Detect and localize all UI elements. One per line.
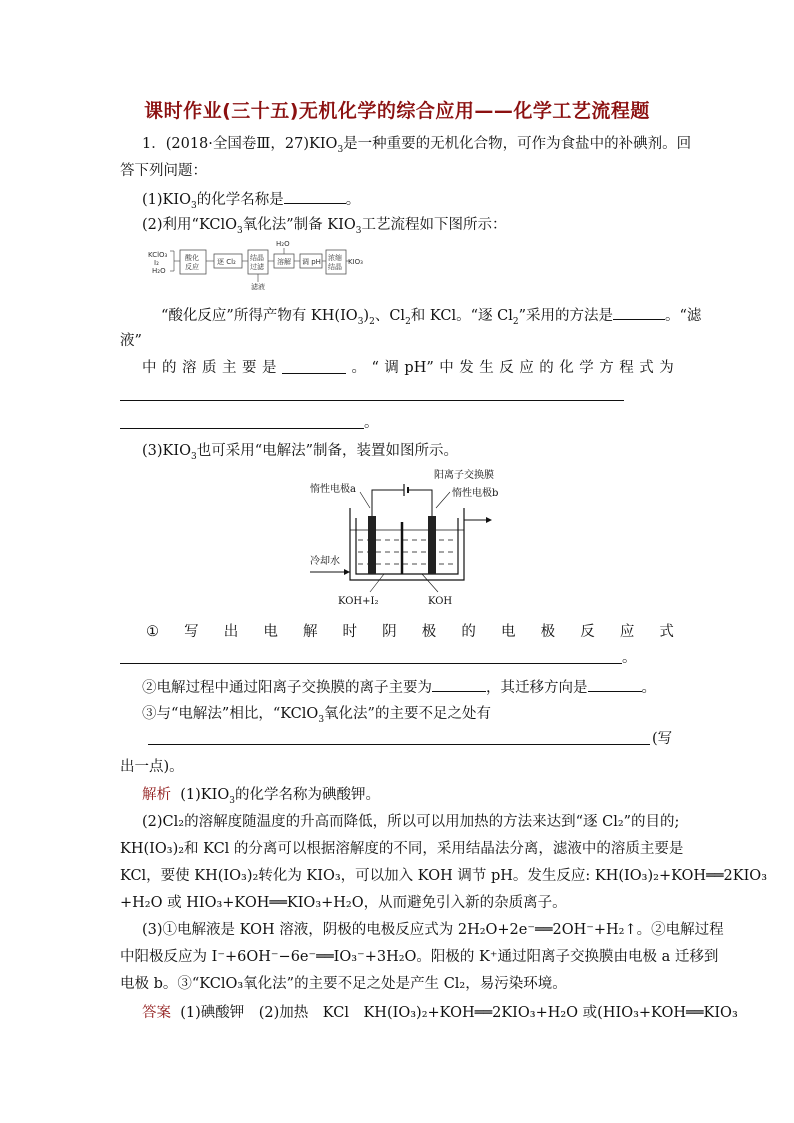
part3-i-line [146,622,674,642]
answer-line-6[interactable] [120,663,622,664]
p3i-char: 阴 [382,624,397,640]
solute-char: “ [371,360,379,376]
label-membrane: 阳离子交换膜 [434,470,494,481]
p3i-char: 极 [540,624,556,640]
analysis-line-3: KH(IO₃)₂和 KCl 的分离可以根据溶解度的不同，采用结晶法分离，滤液中的溶质主要是 [120,841,684,857]
part2-solute-line [142,358,674,378]
part1: $(1)KIO_3$的化学名称是 。 [142,188,360,216]
solute-char: 质 [202,360,217,376]
p2-text-e: ”采用的方法是 [518,308,613,324]
electrode-b [428,516,436,574]
svg-text:反应: 反应 [185,263,199,271]
solute-char: 反 [499,360,514,376]
electrode-a [368,516,376,574]
electrolysis-apparatus [310,468,510,613]
period: 。 [345,192,361,208]
solute-char: 式 [639,360,654,376]
analysis-line-2: (2)Cl₂的溶解度随温度的升高而降低，所以可以用加热的方法来达到“逐 Cl₂”的目的; [142,814,680,830]
label-cooling-water: 冷却水 [310,556,340,567]
answer-line-5[interactable] [120,428,364,429]
solute-char: 调 [384,360,399,376]
p3i-char: 反 [580,624,595,640]
p2-text-a: “酸化反应”所得产物有 KH(IO [161,308,358,324]
svg-text:调 pH: 调 pH [302,258,321,266]
solute-char: 的 [162,360,177,376]
part3-text-b: 也可采用“电解法”制备，装置如图所示。 [196,443,459,459]
p3iii-text-d: 出一点)。 [120,759,184,775]
solute-char: pH” [404,360,434,376]
solute-char: 中 [439,360,454,376]
solute-char: 溶 [182,360,197,376]
answer-blank-8[interactable] [588,676,642,692]
intro-line2: 答下列问题： [120,163,207,179]
process-flow-diagram [148,238,363,291]
solute-char: 中 [142,360,157,376]
label-electrode-a: 惰性电极a [310,484,356,495]
p3i-char: 电 [500,624,516,640]
analysis-text: (1)KIO [180,787,230,803]
solute-char: 生 [479,360,494,376]
p3i-char: 写 [184,624,199,640]
flow-input-kclo3: KClO₃ [148,251,168,259]
analysis-text: 的化学名称为碘酸钾。 [234,787,380,803]
p3iii-text-a: ③与“电解法”相比，“KClO [142,706,319,722]
answer-blank-3[interactable] [282,358,346,374]
answer-blank-2[interactable] [613,304,665,320]
label-koh: KOH [428,596,453,607]
analysis-label: 解析 [142,787,171,803]
flow-h2o: H₂O [276,240,290,248]
analysis-line-1: 解析 $(1)KIO_3$的化学名称为碘酸钾。 [142,787,380,806]
svg-text:结晶: 结晶 [250,254,264,262]
svg-text:浓缩: 浓缩 [328,254,342,262]
analysis-line-7: 中阳极反应为 I⁻+6OH⁻−6e⁻══IO₃⁻+3H₂O。阳极的 K⁺通过阳离子交换膜由电极 a 迁移到 [120,949,719,965]
solute-char: 发 [459,360,474,376]
flow-input-i2: I₂ [154,259,159,267]
part3-text-a: (3)KIO [142,443,191,459]
page-title: 课时作业(三十五)无机化学的综合应用——化学工艺流程题 [144,100,650,122]
svg-text:结晶: 结晶 [328,263,342,271]
solute-char: 学 [579,360,594,376]
p2-text-f: 。“滤 [665,308,702,324]
flow-input-h2o: H₂O [152,267,166,275]
p2-line2: 液” [120,333,142,349]
svg-text:过滤: 过滤 [250,263,264,271]
flow-filtrate: 滤液 [251,283,265,291]
solute-char: 方 [599,360,614,376]
p3i-char: 式 [659,624,674,640]
answer-line [142,1003,738,1023]
solute-char: 为 [659,360,674,376]
part2-text-c: 工艺流程如下图所示： [361,217,507,233]
analysis-line-8: 电极 b。③“KClO₃氧化法”的主要不足之处是产生 Cl₂，易污染环境。 [120,976,567,992]
solute-char: 化 [559,360,574,376]
svg-text:酸化: 酸化 [185,254,199,262]
question-intro: 1．(2018·全国卷Ⅲ，$27)KIO_3$是一种重要的无机化合物，可作为食盐中的补碘剂。回 [142,136,692,155]
p3i-char: 的 [461,624,476,640]
answer-text: (1)碘酸钾 (2)加热 KCl KH(IO₃)₂+KOH══2KIO₃+H₂O 或(HIO₃+KOH══KIO₃ [180,1005,738,1021]
p3i-char: 电 [263,624,278,640]
answer-line-9[interactable] [148,744,650,745]
p3iii-text-b: 氧化法”的主要不足之处有 [324,706,491,722]
p3i-char: 时 [342,624,358,640]
part2-text-b: 氧化法”制备 KIO [242,217,356,233]
p3i-char: 应 [619,624,635,640]
answer-blank-1[interactable] [284,188,346,204]
part2-products: “酸化反应”所得产物有 $KH(IO_3)_2$、$Cl_2$和 KCl。“逐 $Cl_2$”采用的方法是 。“滤 [161,304,701,332]
label-koh-i2: KOH+I₂ [338,596,379,607]
part1-text-a: (1)KIO [142,192,191,208]
part3-ii [142,676,656,698]
p3i-char: 极 [421,624,437,640]
p3ii-text-a: ②电解过程中通过阳离子交换膜的离子主要为 [142,680,432,696]
answer-blank-7[interactable] [432,676,486,692]
p3i-char: ① [146,624,159,640]
label-electrode-b: 惰性电极b [452,488,499,499]
period: 。 [622,650,637,666]
p2-text-b: ) [363,308,370,324]
intro-text-b: 是一种重要的无机化合物，可作为食盐中的补碘剂。回 [343,136,692,152]
p3ii-text-b: ，其迁移方向是 [486,680,588,696]
answer-label: 答案 [142,1005,171,1021]
period: 。 [364,415,379,431]
p3iii-text-c: (写 [652,731,673,747]
p3i-char: 出 [223,624,239,640]
solute-char: 程 [619,360,634,376]
p3i-char: 解 [302,624,318,640]
answer-line-4[interactable] [120,400,624,401]
p2-text-c: 、Cl [374,308,406,324]
solute-char: 是 [262,360,277,376]
analysis-line-4: KCl，要使 KH(IO₃)₂转化为 KIO₃，可以加入 KOH 调节 pH。发生反应: KH(IO₃)₂+KOH══2KIO₃ [120,868,768,884]
solute-char: 应 [519,360,534,376]
period: 。 [641,680,656,696]
solute-char: 。 [351,360,366,376]
intro-text-a: 1．(2018·全国卷Ⅲ，27)KIO [142,136,338,152]
analysis-line-5: +H₂O 或 HIO₃+KOH══KIO₃+H₂O，从而避免引入新的杂质离子。 [120,895,567,911]
solute-char: 主 [222,360,237,376]
p2-text-d: 和 KCl。“逐 Cl [410,308,513,324]
solute-char: 的 [539,360,554,376]
part3-iii: ③与“电解法”相比，“KClO$_3$氧化法”的主要不足之处有 [142,706,491,725]
part3: $(3)KIO_3$也可采用“电解法”制备，装置如图所示。 [142,443,459,462]
part2-text-a: (2)利用“KClO [142,217,238,233]
analysis-line-6: (3)①电解液是 KOH 溶液，阴极的电极反应式为 2H₂O+2e⁻══2OH⁻+H₂↑。②电解过程 [142,922,724,938]
svg-text:溶解: 溶解 [277,258,291,266]
flow-output: KIO₃ [348,258,363,266]
part1-text-b: 的化学名称是 [196,192,284,208]
part2: (2)利用“KClO$_3$氧化法”制备 $KIO_3$工艺流程如下图所示： [142,217,507,236]
solute-char: 要 [242,360,257,376]
svg-text:逐 Cl₂: 逐 Cl₂ [217,258,236,266]
